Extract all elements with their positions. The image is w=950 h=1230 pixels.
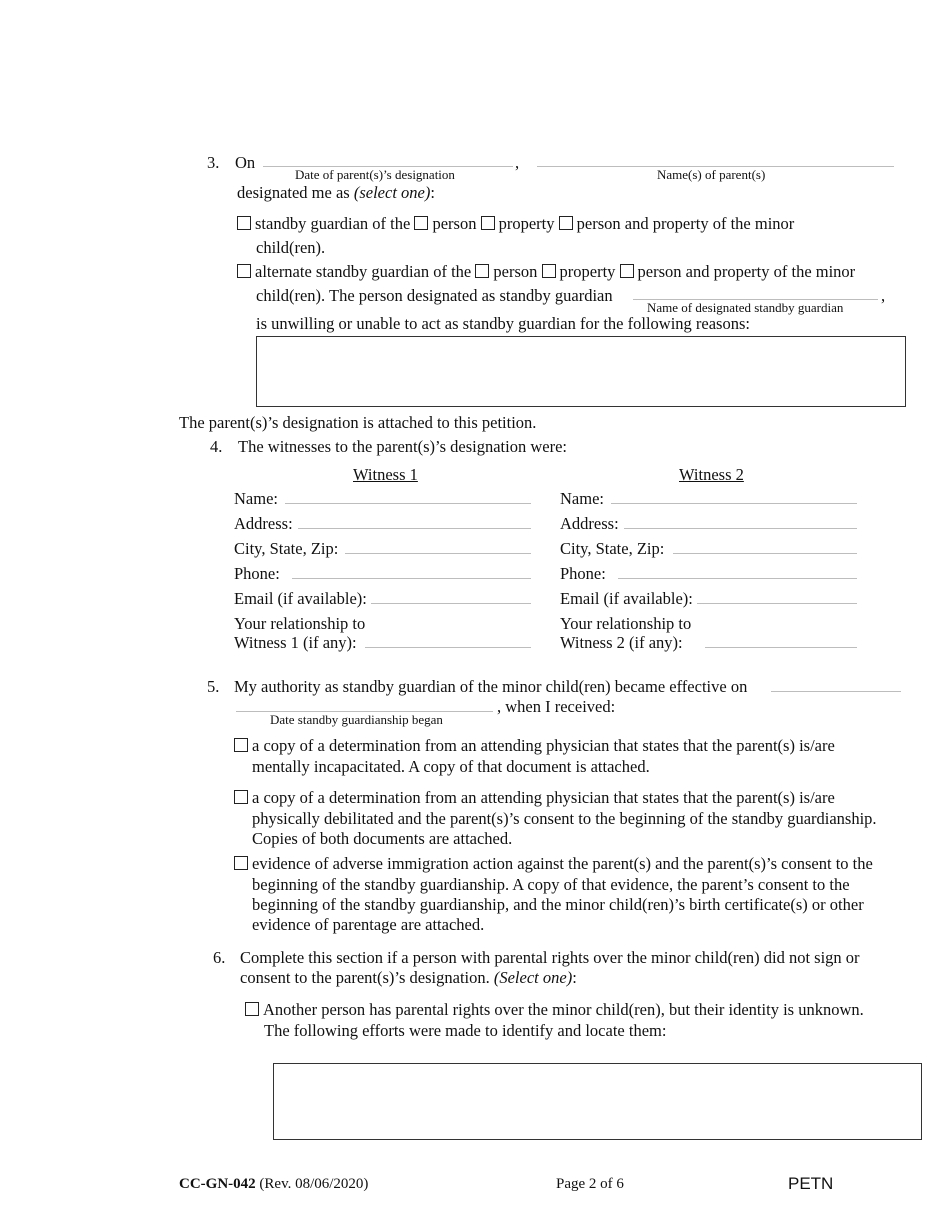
s5-o3-l3: beginning of the standby guardianship, and the minor child(ren)’s birth certificate(s) or other	[252, 895, 864, 914]
s5-number: 5.	[207, 677, 220, 696]
s5-text2: , when I received:	[497, 697, 616, 716]
w1-phone-field[interactable]	[292, 578, 531, 579]
w1-rel-label-1: Your relationship to	[234, 614, 366, 633]
standby-both-checkbox[interactable]	[559, 216, 573, 230]
witness2-heading: Witness 2	[679, 465, 744, 484]
alternate-guardian-option	[237, 262, 855, 282]
w2-phone-label: Phone:	[560, 564, 606, 583]
w2-email-field[interactable]	[697, 603, 857, 604]
s6-number: 6.	[213, 948, 226, 967]
w1-address-field[interactable]	[298, 528, 531, 529]
s6-l2-line	[240, 968, 577, 988]
s5-o3-l2: beginning of the standby guardianship. A copy of that evidence, the parent’s consent to the	[252, 875, 850, 894]
s6-option1	[245, 1000, 864, 1020]
opt2-line2: child(ren). The person designated as standby guardian	[256, 286, 613, 305]
s3-designated: designated me as	[237, 183, 350, 202]
effective-date-field[interactable]	[771, 691, 901, 692]
w1-name-label: Name:	[234, 489, 278, 508]
alternate-guardian-checkbox[interactable]	[237, 264, 251, 278]
s5-o3-l4: evidence of parentage are attached.	[252, 915, 485, 934]
footer-rev: (Rev. 08/06/2020)	[259, 1176, 369, 1192]
s6-select-one: (Select one)	[493, 968, 573, 987]
w2-city-label: City, State, Zip:	[560, 539, 665, 558]
w1-address-label: Address:	[234, 514, 293, 533]
w2-name-field[interactable]	[611, 503, 857, 504]
opt1-label: standby guardian of the	[255, 214, 411, 233]
alternate-property-checkbox[interactable]	[542, 264, 556, 278]
s4-number: 4.	[210, 437, 223, 456]
s5-option1	[234, 736, 835, 756]
standby-guardian-checkbox[interactable]	[237, 216, 251, 230]
opt2-property-label: property	[559, 262, 616, 281]
s6-l2: consent to the parent(s)’s designation.	[240, 968, 490, 987]
s6-o1-l2: The following efforts were made to identify and locate them:	[264, 1021, 667, 1040]
opt2-comma: ,	[881, 286, 886, 305]
w2-phone-field[interactable]	[618, 578, 857, 579]
s3-colon: :	[430, 183, 435, 202]
s3-designated-line	[237, 183, 435, 203]
s5-o2-l2: physically debilitated and the parent(s)’s consent to the beginning of the standby guardianship.	[252, 809, 877, 828]
footer-code: PETN	[788, 1174, 834, 1193]
w1-city-label: City, State, Zip:	[234, 539, 339, 558]
footer-form-id: CC-GN-042	[179, 1176, 256, 1192]
opt2-person-label: person	[493, 262, 538, 281]
alternate-both-checkbox[interactable]	[620, 264, 634, 278]
w1-email-field[interactable]	[371, 603, 531, 604]
s5-option2	[234, 788, 835, 808]
footer-form-id-line	[179, 1176, 368, 1193]
s3-comma: ,	[515, 153, 520, 172]
s3-number: 3.	[207, 153, 220, 172]
opt2-line3: is unwilling or unable to act as standby guardian for the following reasons:	[256, 314, 750, 333]
designation-date-caption: Date of parent(s)’s designation	[295, 167, 455, 182]
s6-l1: Complete this section if a person with parental rights over the minor child(ren) did not sign or	[240, 948, 860, 967]
w1-email-label: Email (if available):	[234, 589, 367, 608]
opt1-property-label: property	[498, 214, 555, 233]
s3-on: On	[235, 153, 256, 172]
unknown-identity-checkbox[interactable]	[245, 1002, 259, 1016]
s6-colon: :	[572, 968, 577, 987]
w1-phone-label: Phone:	[234, 564, 280, 583]
parent-names-caption: Name(s) of parent(s)	[657, 167, 766, 182]
s5-o2-l3: Copies of both documents are attached.	[252, 829, 513, 848]
standby-guardian-caption: Name of designated standby guardian	[647, 300, 844, 315]
s5-text1: My authority as standby guardian of the minor child(ren) became effective on	[234, 677, 748, 696]
w2-rel-label-1: Your relationship to	[560, 614, 692, 633]
w1-city-field[interactable]	[345, 553, 531, 554]
w2-name-label: Name:	[560, 489, 604, 508]
s6-o1-l1: Another person has parental rights over the minor child(ren), but their identity is unknown.	[263, 1000, 864, 1019]
w2-address-label: Address:	[560, 514, 619, 533]
w2-relationship-field[interactable]	[705, 647, 857, 648]
w1-relationship-field[interactable]	[365, 647, 531, 648]
s5-o2-l1: a copy of a determination from an attending physician that states that the parent(s) is/are	[252, 788, 835, 807]
physical-debilitation-checkbox[interactable]	[234, 790, 248, 804]
w2-address-field[interactable]	[624, 528, 857, 529]
designation-attached: The parent(s)’s designation is attached to this petition.	[179, 413, 537, 432]
standby-person-checkbox[interactable]	[414, 216, 428, 230]
opt1-line2: child(ren).	[256, 238, 326, 257]
s5-o3-l1: evidence of adverse immigration action against the parent(s) and the parent(s)’s consent to the	[252, 854, 873, 873]
w2-email-label: Email (if available):	[560, 589, 693, 608]
alternate-person-checkbox[interactable]	[475, 264, 489, 278]
s5-option3	[234, 854, 873, 874]
opt1-person-label: person	[432, 214, 477, 233]
w1-rel-label-2: Witness 1 (if any):	[234, 633, 357, 652]
immigration-action-checkbox[interactable]	[234, 856, 248, 870]
mental-incapacity-checkbox[interactable]	[234, 738, 248, 752]
s3-select-one: (select one)	[353, 183, 431, 202]
efforts-textbox[interactable]	[273, 1063, 922, 1140]
s5-o1-l2: mentally incapacitated. A copy of that document is attached.	[252, 757, 650, 776]
standby-property-checkbox[interactable]	[481, 216, 495, 230]
w2-city-field[interactable]	[673, 553, 857, 554]
guardianship-began-caption: Date standby guardianship began	[270, 712, 443, 727]
s4-text: The witnesses to the parent(s)’s designation were:	[238, 437, 567, 456]
witness1-heading: Witness 1	[353, 465, 418, 484]
reasons-textbox[interactable]	[256, 336, 906, 407]
s5-o1-l1: a copy of a determination from an attending physician that states that the parent(s) is/are	[252, 736, 835, 755]
opt2-label: alternate standby guardian of the	[255, 262, 472, 281]
opt1-both-label: person and property of the minor	[576, 214, 795, 233]
standby-guardian-option	[237, 214, 794, 234]
opt2-both-label: person and property of the minor	[637, 262, 856, 281]
w1-name-field[interactable]	[285, 503, 531, 504]
footer-page: Page 2 of 6	[556, 1176, 624, 1192]
w2-rel-label-2: Witness 2 (if any):	[560, 633, 683, 652]
